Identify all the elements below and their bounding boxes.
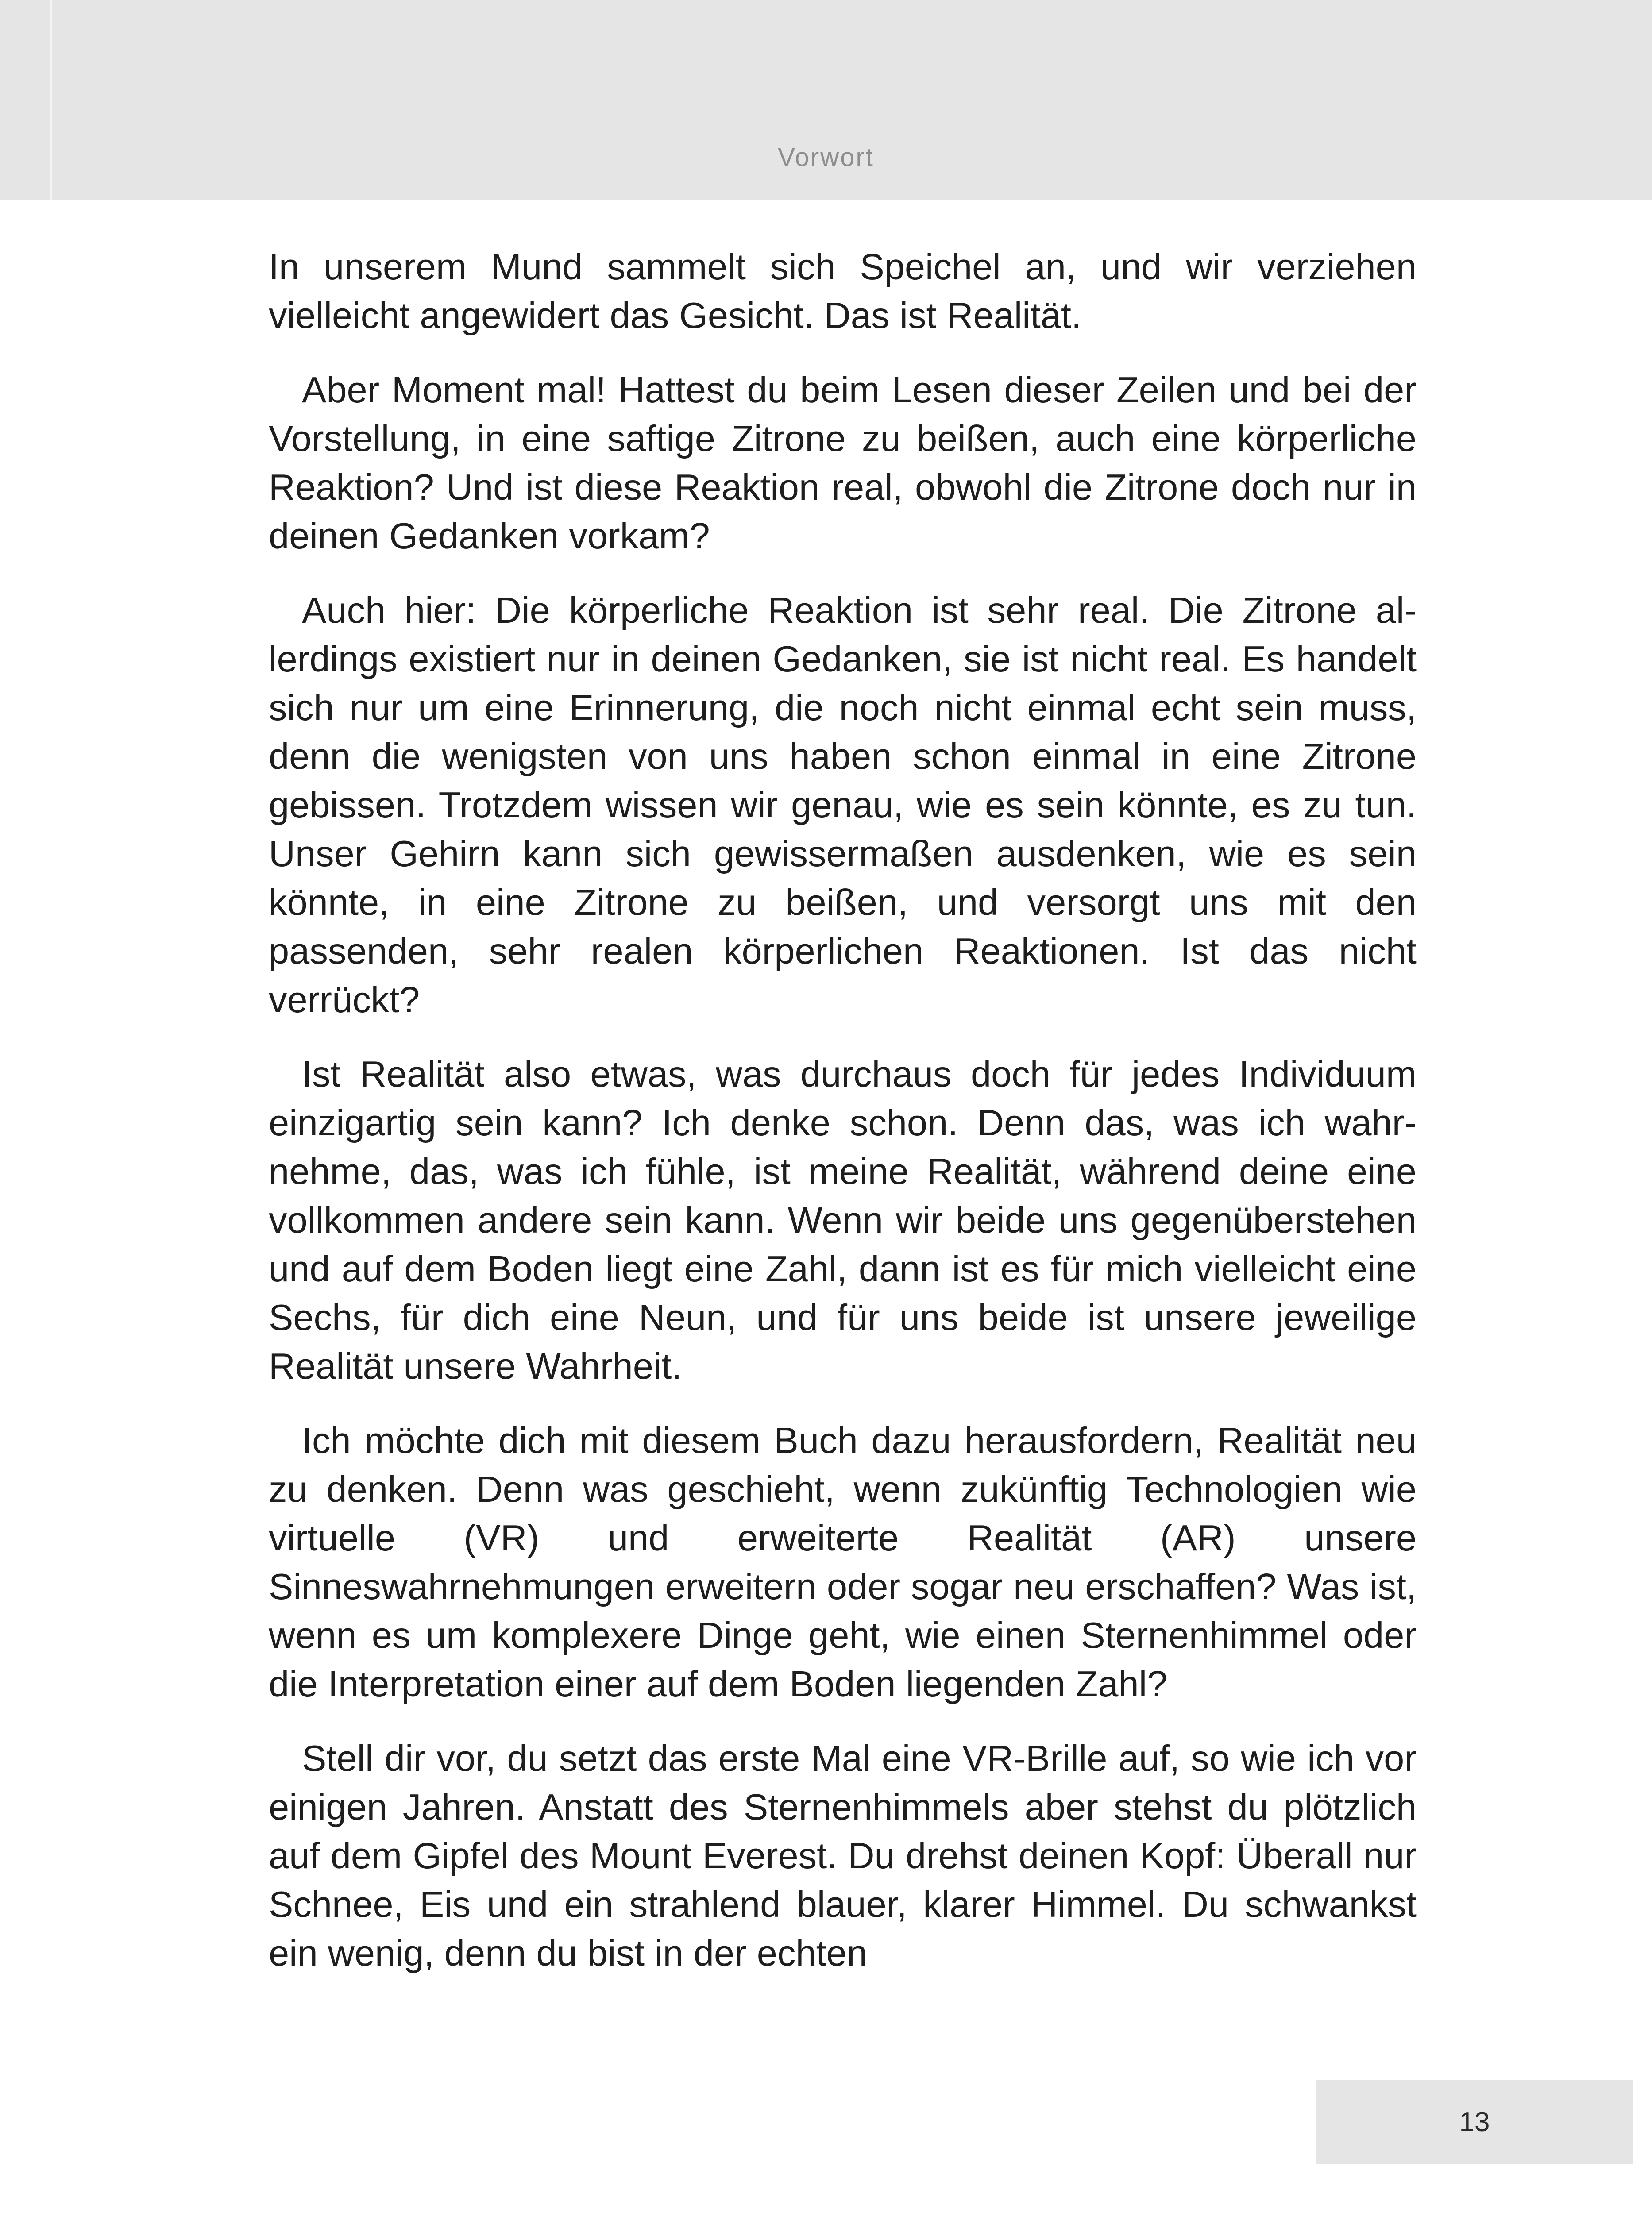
page-number: 13 — [1459, 2107, 1490, 2137]
running-head: Vorwort — [778, 143, 874, 172]
header-band — [0, 0, 1652, 200]
paragraph: Ich möchte dich mit diesem Buch dazu herausfordern, Realität neu zu denken. Denn was geschieht, wenn zukünftig Technologien wie virtuelle (VR) und erweiterte Realität (AR) unsere Sinneswahrnehmungen erweitern oder sogar neu erschaffen? Was ist, wenn es um komplexere Dinge geht, wie einen Sternenhimmel oder die Interpretation einer auf dem Boden liegenden Zahl? — [269, 1420, 1417, 1704]
paragraph: Auch hier: Die körperliche Reaktion ist sehr real. Die Zitrone allerdings existiert nur in deinen Gedanken, sie ist nicht real. Es handelt sich nur um eine Erinnerung, die noch nicht einmal echt sein muss, denn die wenigsten von uns haben schon einmal in eine Zitrone gebissen. Trotzdem wissen wir genau, wie es sein könnte, es zu tun. Unser Gehirn kann sich gewissermaßen ausdenken, wie es sein könnte, in eine Zitrone zu beißen, und versorgt uns mit den passenden, sehr realen körperlichen Reaktionen. Ist das nicht verrückt? — [269, 590, 1417, 1020]
page-number-box — [1316, 2080, 1633, 2164]
paragraph: In unserem Mund sammelt sich Speichel an, und wir verziehen vielleicht angewidert das Gesicht. Das ist Realität. — [269, 246, 1417, 336]
paragraph: Stell dir vor, du setzt das erste Mal eine VR-Brille auf, so wie ich vor einigen Jahren. Anstatt des Sternenhimmels aber stehst du plötzlich auf dem Gipfel des Mount Everest. Du drehst deinen Kopf: Überall nur Schnee, Eis und ein strahlend blauer, klarer Himmel. Du schwankst ein wenig, denn du bist in der echten — [269, 1738, 1417, 1974]
paragraph: Aber Moment mal! Hattest du beim Lesen dieser Zeilen und bei der Vorstellung, in eine saftige Zitrone zu beißen, auch eine körperliche Reaktion? Und ist diese Reaktion real, obwohl die Zitrone doch nur in deinen Gedanken vorkam? — [269, 369, 1417, 556]
body-text — [269, 243, 1417, 1978]
paragraph: Ist Realität also etwas, was durchaus doch für jedes Individuum einzigartig sein kann? Ich denke schon. Denn das, was ich wahrnehme, das, was ich fühle, ist meine Realität, während deine eine vollkommen andere sein kann. Wenn wir beide uns gegenüberstehen und auf dem Boden liegt eine Zahl, dann ist es für mich vielleicht eine Sechs, für dich eine Neun, und für uns beide ist unsere jeweilige Realität unsere Wahrheit. — [269, 1053, 1417, 1387]
